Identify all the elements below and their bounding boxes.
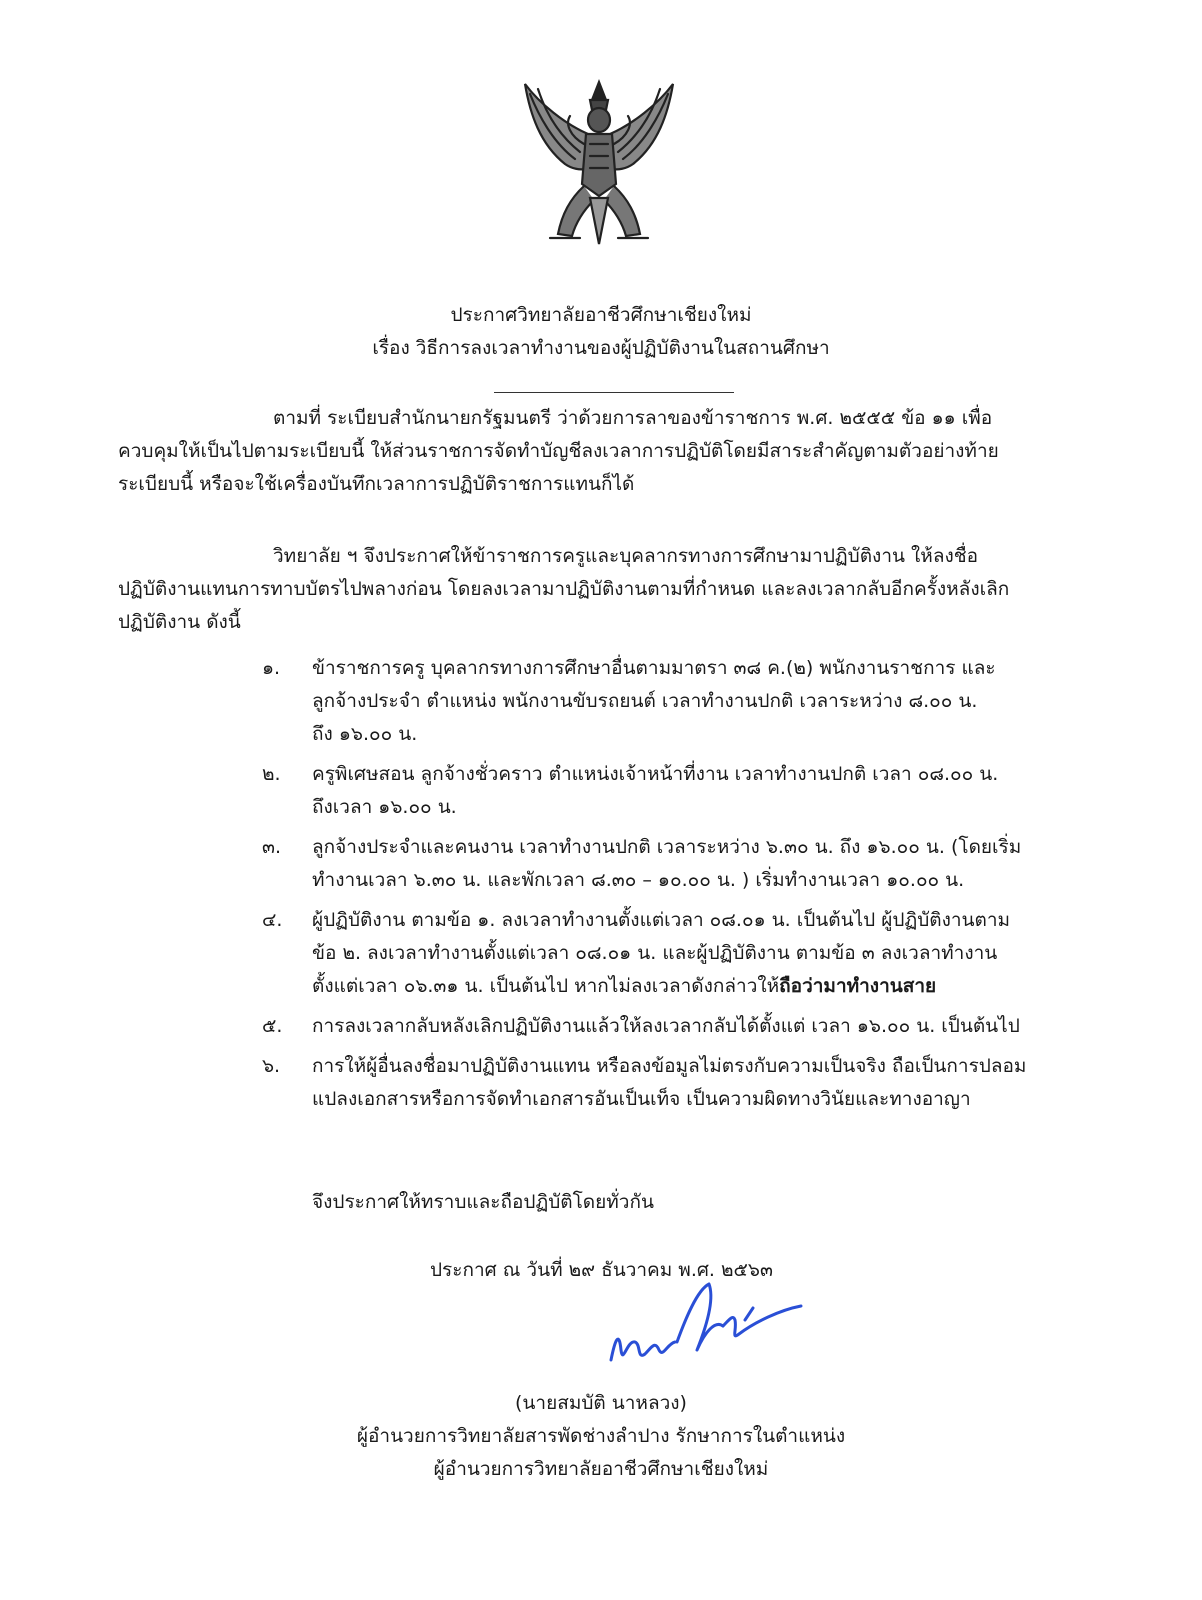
- closing-statement: จึงประกาศให้ทราบและถือปฏิบัติโดยทั่วกัน: [312, 1191, 654, 1213]
- list-item: [262, 831, 1122, 897]
- list-item-line: แปลงเอกสารหรือการจัดทำเอกสารอันเป็นเท็จ เป็นความผิดทางวินัยและทางอาญา: [312, 1088, 971, 1110]
- paragraph-line: ระเบียบนี้ หรือจะใช้เครื่องบันทึกเวลาการปฏิบัติราชการแทนก็ได้: [118, 473, 635, 495]
- paragraph-2: [118, 540, 1114, 639]
- list-item-line: ข้าราชการครู บุคลากรทางการศึกษาอื่นตามมาตรา ๓๘ ค.(๒) พนักงานราชการ และ: [312, 657, 996, 679]
- list-item: [262, 904, 1122, 1003]
- list-item-line: ลูกจ้างประจำ ตำแหน่ง พนักงานขับรถยนต์ เวลาทำงานปกติ เวลาระหว่าง ๘.๐๐ น.: [312, 690, 978, 712]
- paragraph-line: ปฏิบัติงานแทนการทาบบัตรไปพลางก่อน โดยลงเวลามาปฏิบัติงานตามที่กำหนด และลงเวลากลับอีกครั้งหลังเลิก: [118, 578, 1010, 600]
- list-item-line: ผู้ปฏิบัติงาน ตามข้อ ๑. ลงเวลาทำงานตั้งแต่เวลา ๐๘.๐๑ น. เป็นต้นไป ผู้ปฏิบัติงานตาม: [312, 909, 1011, 931]
- paragraph-line: วิทยาลัย ฯ จึงประกาศให้ข้าราชการครูและบุคลากรทางการศึกษามาปฏิบัติงาน ให้ลงชื่อ: [273, 545, 979, 567]
- list-item-number: ๑.: [262, 657, 281, 679]
- list-item-line: ถึงเวลา ๑๖.๐๐ น.: [312, 796, 457, 818]
- list-item-number: ๒.: [262, 763, 281, 785]
- list-item: [262, 652, 1122, 751]
- garuda-emblem-icon: [510, 74, 688, 252]
- list-item-line: การลงเวลากลับหลังเลิกปฏิบัติงานแล้วให้ลงเวลากลับได้ตั้งแต่ เวลา ๑๖.๐๐ น. เป็นต้นไป: [312, 1015, 1020, 1037]
- emphasis-text: ถือว่ามาทำงานสาย: [779, 975, 937, 997]
- list-item-number: ๖.: [262, 1055, 281, 1077]
- list-item-line: ทำงานเวลา ๖.๓๐ น. และพักเวลา ๘.๓๐ – ๑๐.๐๐ น. ) เริ่มทำงานเวลา ๑๐.๐๐ น.: [312, 869, 965, 891]
- list-item: [262, 758, 1122, 824]
- list-item-line: การให้ผู้อื่นลงชื่อมาปฏิบัติงานแทน หรือลงข้อมูลไม่ตรงกับความเป็นจริง ถือเป็นการปลอม: [312, 1055, 1027, 1077]
- announcement-date: ประกาศ ณ วันที่ ๒๙ ธันวาคม พ.ศ. ๒๕๖๓: [430, 1259, 773, 1281]
- page-title: ประกาศวิทยาลัยอาชีวศึกษาเชียงใหม่: [450, 304, 752, 326]
- list-item-text: ตั้งแต่เวลา ๐๖.๓๑ น. เป็นต้นไป หากไม่ลงเวลาดังกล่าวให้: [312, 975, 780, 997]
- list-item-number: ๔.: [262, 909, 283, 931]
- paragraph-1: [118, 402, 1114, 501]
- list-item-line: ลูกจ้างประจำและคนงาน เวลาทำงานปกติ เวลาระหว่าง ๖.๓๐ น. ถึง ๑๖.๐๐ น. (โดยเริ่ม: [312, 836, 1022, 858]
- list-item-line: [312, 970, 1122, 1003]
- signer-name: (นายสมบัติ นาหลวง): [515, 1392, 687, 1414]
- list-item-number: ๕.: [262, 1015, 283, 1037]
- list-item-number: ๓.: [262, 836, 282, 858]
- list-item-line: ข้อ ๒. ลงเวลาทำงานตั้งแต่เวลา ๐๘.๐๑ น. และผู้ปฏิบัติงาน ตามข้อ ๓ ลงเวลาทำงาน: [312, 942, 998, 964]
- signer-title-2: ผู้อำนวยการวิทยาลัยอาชีวศึกษาเชียงใหม่: [433, 1458, 769, 1480]
- list-item-line: ถึง ๑๖.๐๐ น.: [312, 723, 418, 745]
- paragraph-line: ตามที่ ระเบียบสำนักนายกรัฐมนตรี ว่าด้วยการลาของข้าราชการ พ.ศ. ๒๕๕๕ ข้อ ๑๑ เพื่อ: [273, 407, 993, 429]
- paragraph-line: ปฏิบัติงาน ดังนี้: [118, 611, 241, 633]
- signature-icon: [605, 1280, 805, 1390]
- signer-title: ผู้อำนวยการวิทยาลัยสารพัดช่างลำปาง รักษาการในตำแหน่ง: [356, 1425, 846, 1447]
- list-item-line: ครูพิเศษสอน ลูกจ้างชั่วคราว ตำแหน่งเจ้าหน้าที่งาน เวลาทำงานปกติ เวลา ๐๘.๐๐ น.: [312, 763, 999, 785]
- list-item: [262, 1010, 1122, 1043]
- title-divider: [494, 392, 734, 393]
- subject-line: เรื่อง วิธีการลงเวลาทำงานของผู้ปฏิบัติงานในสถานศึกษา: [372, 337, 830, 359]
- rules-list: [262, 652, 1122, 1123]
- list-item: [262, 1050, 1122, 1116]
- paragraph-line: ควบคุมให้เป็นไปตามระเบียบนี้ ให้ส่วนราชการจัดทำบัญชีลงเวลาการปฏิบัติโดยมีสาระสำคัญตามตัวอย่างท้าย: [118, 440, 999, 462]
